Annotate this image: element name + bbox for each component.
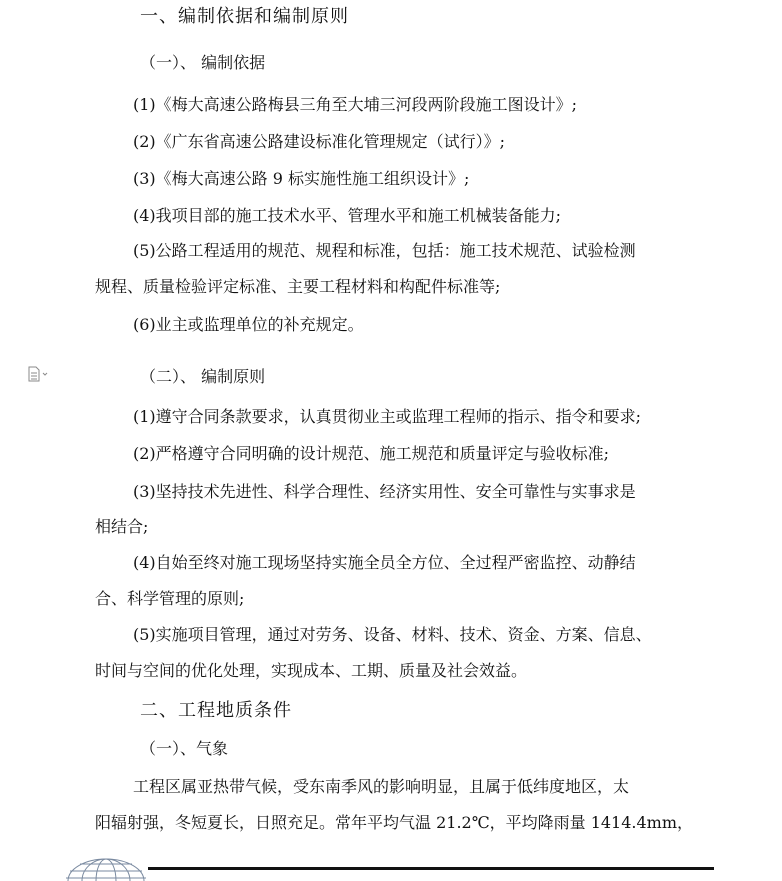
principle-item-1: (1)遵守合同条款要求，认真贯彻业主或监理工程师的指示、指令和要求; [133, 407, 642, 426]
basis-item-5-cont: 规程、质量检验评定标准、主要工程材料和构配件标准等; [95, 277, 501, 296]
basis-item-4: (4)我项目部的施工技术水平、管理水平和施工机械装备能力; [133, 206, 562, 225]
principle-item-3: (3)坚持技术先进性、科学合理性、经济实用性、安全可靠性与实事求是 [133, 482, 636, 501]
principle-item-2: (2)严格遵守合同明确的设计规范、施工规范和质量评定与验收标准; [133, 444, 610, 463]
principle-item-5-cont: 时间与空间的优化处理，实现成本、工期、质量及社会效益。 [95, 661, 528, 680]
basis-item-3: (3)《梅大高速公路 9 标实施性施工组织设计》; [133, 169, 470, 188]
document-icon[interactable] [28, 366, 50, 382]
principle-item-3-cont: 相结合; [95, 517, 149, 536]
subsection-heading-climate: （一）、气象 [140, 739, 229, 758]
subsection-heading-principles: （二）、 编制原则 [140, 367, 266, 386]
section-heading-1: 一、编制依据和编制原则 [140, 6, 349, 27]
globe-logo [66, 857, 146, 881]
basis-item-6: (6)业主或监理单位的补充规定。 [133, 315, 364, 334]
climate-paragraph-line-2: 阳辐射强，冬短夏长，日照充足。常年平均气温 21.2℃，平均降雨量 1414.4mm， [95, 813, 694, 832]
basis-item-1: (1)《梅大高速公路梅县三角至大埔三河段两阶段施工图设计》; [133, 95, 578, 114]
basis-item-2: (2)《广东省高速公路建设标准化管理规定（试行）》; [133, 132, 506, 151]
principle-item-4: (4)自始至终对施工现场坚持实施全员全方位、全过程严密监控、动静结 [133, 553, 636, 572]
footer-rule [148, 867, 714, 870]
climate-paragraph-line-1: 工程区属亚热带气候，受东南季风的影响明显，且属于低纬度地区，太 [133, 777, 630, 796]
principle-item-5: (5)实施项目管理，通过对劳务、设备、材料、技术、资金、方案、信息、 [133, 625, 652, 644]
principle-item-4-cont: 合、科学管理的原则; [95, 589, 245, 608]
subsection-heading-basis: （一）、 编制依据 [140, 53, 266, 72]
section-heading-2: 二、工程地质条件 [140, 700, 292, 721]
basis-item-5: (5)公路工程适用的规范、规程和标准，包括：施工技术规范、试验检测 [133, 241, 636, 260]
